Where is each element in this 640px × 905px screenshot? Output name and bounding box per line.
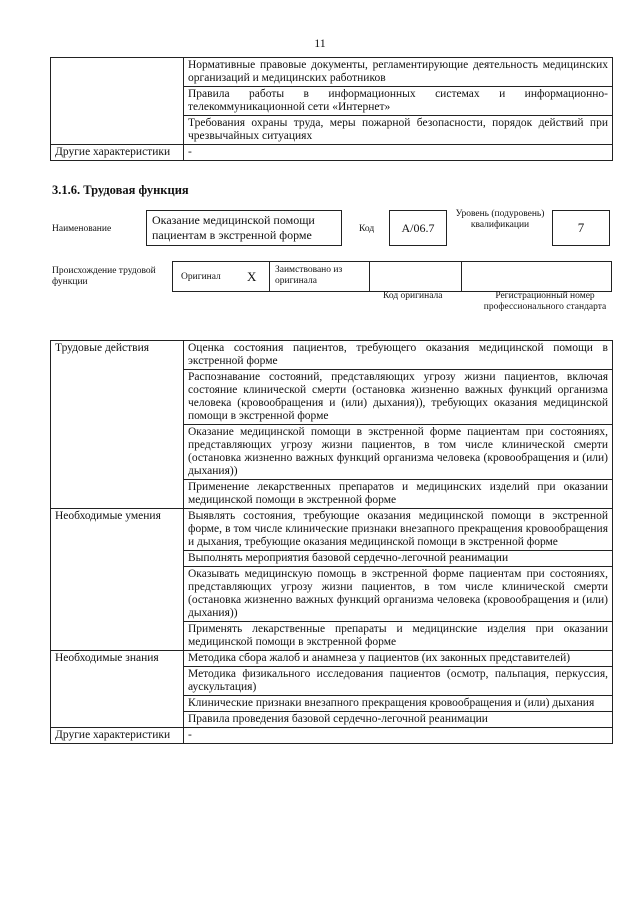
- level-value-box: 7: [552, 210, 610, 246]
- origin-label: Происхождение трудовой функции: [52, 266, 156, 287]
- borrowed-label: Заимствовано из оригинала: [275, 265, 343, 286]
- origin-divider: [461, 262, 462, 291]
- reg-number-caption: Регистрационный номер профессионального стандарта: [483, 291, 607, 312]
- table-item: Оценка состояния пациентов, требующего оказания медицинской помощи в экстренной форме: [184, 341, 613, 370]
- code-original-caption: Код оригинала: [383, 291, 443, 301]
- table-item: Оказание медицинской помощи в экстренной форме пациентам при состояниях, представляющих угрозу жизни пациентов, в том числе клинической смерти (остановка жизненно важных функций организма человека (кровообращения и (или) дыхания)): [184, 425, 613, 480]
- table-item: Применять лекарственные препараты и медицинские изделия при оказании медицинской помощи в экстренной форме: [184, 622, 613, 651]
- table-item: -: [184, 728, 613, 744]
- top-table-item: Нормативные правовые документы, регламентирующие деятельность медицинских организаций и медицинских работников: [184, 58, 613, 87]
- section-label: Трудовые действия: [51, 341, 184, 509]
- code-value-box: А/06.7: [389, 210, 447, 246]
- table-item: Выявлять состояния, требующие оказания медицинской помощи в экстренной форме, в том числе клинические признаки внезапного прекращения кровообращения и дыхания, требующие оказания медицинской помощи в экстренной форме: [184, 509, 613, 551]
- original-label: Оригинал: [181, 272, 221, 282]
- name-label: Наименование: [52, 224, 112, 234]
- table-item: Оказывать медицинскую помощь в экстренной форме пациентам при состояниях, представляющих угрозу жизни пациентов, в том числе клинической смерти (остановка жизненно важных функций организма человека (кровообращения и (или) дыхания)): [184, 567, 613, 622]
- top-table-other-label: Другие характеристики: [51, 145, 184, 161]
- table-item: Клинические признаки внезапного прекращения кровообращения и (или) дыхания: [184, 696, 613, 712]
- table-item: Распознавание состояний, представляющих угрозу жизни пациентов, включая состояние клинической смерти (остановка жизненно важных функций организма человека (кровообращения и (или) дыхания)), требующих оказания медицинской помощи в экстренной форме: [184, 370, 613, 425]
- table-item: Выполнять мероприятия базовой сердечно-легочной реанимации: [184, 551, 613, 567]
- original-mark: X: [247, 269, 257, 284]
- origin-box: [172, 261, 612, 292]
- section-label: Необходимые знания: [51, 651, 184, 728]
- top-table-item: Требования охраны труда, меры пожарной безопасности, порядок действий при чрезвычайных ситуациях: [184, 116, 613, 145]
- main-table: [50, 340, 613, 744]
- top-table-label-cell: [51, 58, 184, 145]
- origin-divider: [269, 262, 270, 291]
- top-table-item: Правила работы в информационных системах и информационно-телекоммуникационной сети «Интернет»: [184, 87, 613, 116]
- top-table-other-value: -: [184, 145, 613, 161]
- table-item: Применение лекарственных препаратов и медицинских изделий при оказании медицинской помощи в экстренной форме: [184, 480, 613, 509]
- function-name-box: Оказание медицинской помощи пациентам в экстренной форме: [146, 210, 342, 246]
- origin-divider: [369, 262, 370, 291]
- page-number: 11: [314, 36, 326, 50]
- section-label: Необходимые умения: [51, 509, 184, 651]
- code-label: Код: [359, 224, 375, 234]
- table-item: Правила проведения базовой сердечно-легочной реанимации: [184, 712, 613, 728]
- top-continuation-table: [50, 57, 613, 161]
- section-heading: 3.1.6. Трудовая функция: [52, 183, 189, 197]
- section-label: Другие характеристики: [51, 728, 184, 744]
- table-item: Методика сбора жалоб и анамнеза у пациентов (их законных представителей): [184, 651, 613, 667]
- level-label: Уровень (подуровень) квалификации: [455, 209, 545, 230]
- table-item: Методика физикального исследования пациентов (осмотр, пальпация, перкуссия, аускультация): [184, 667, 613, 696]
